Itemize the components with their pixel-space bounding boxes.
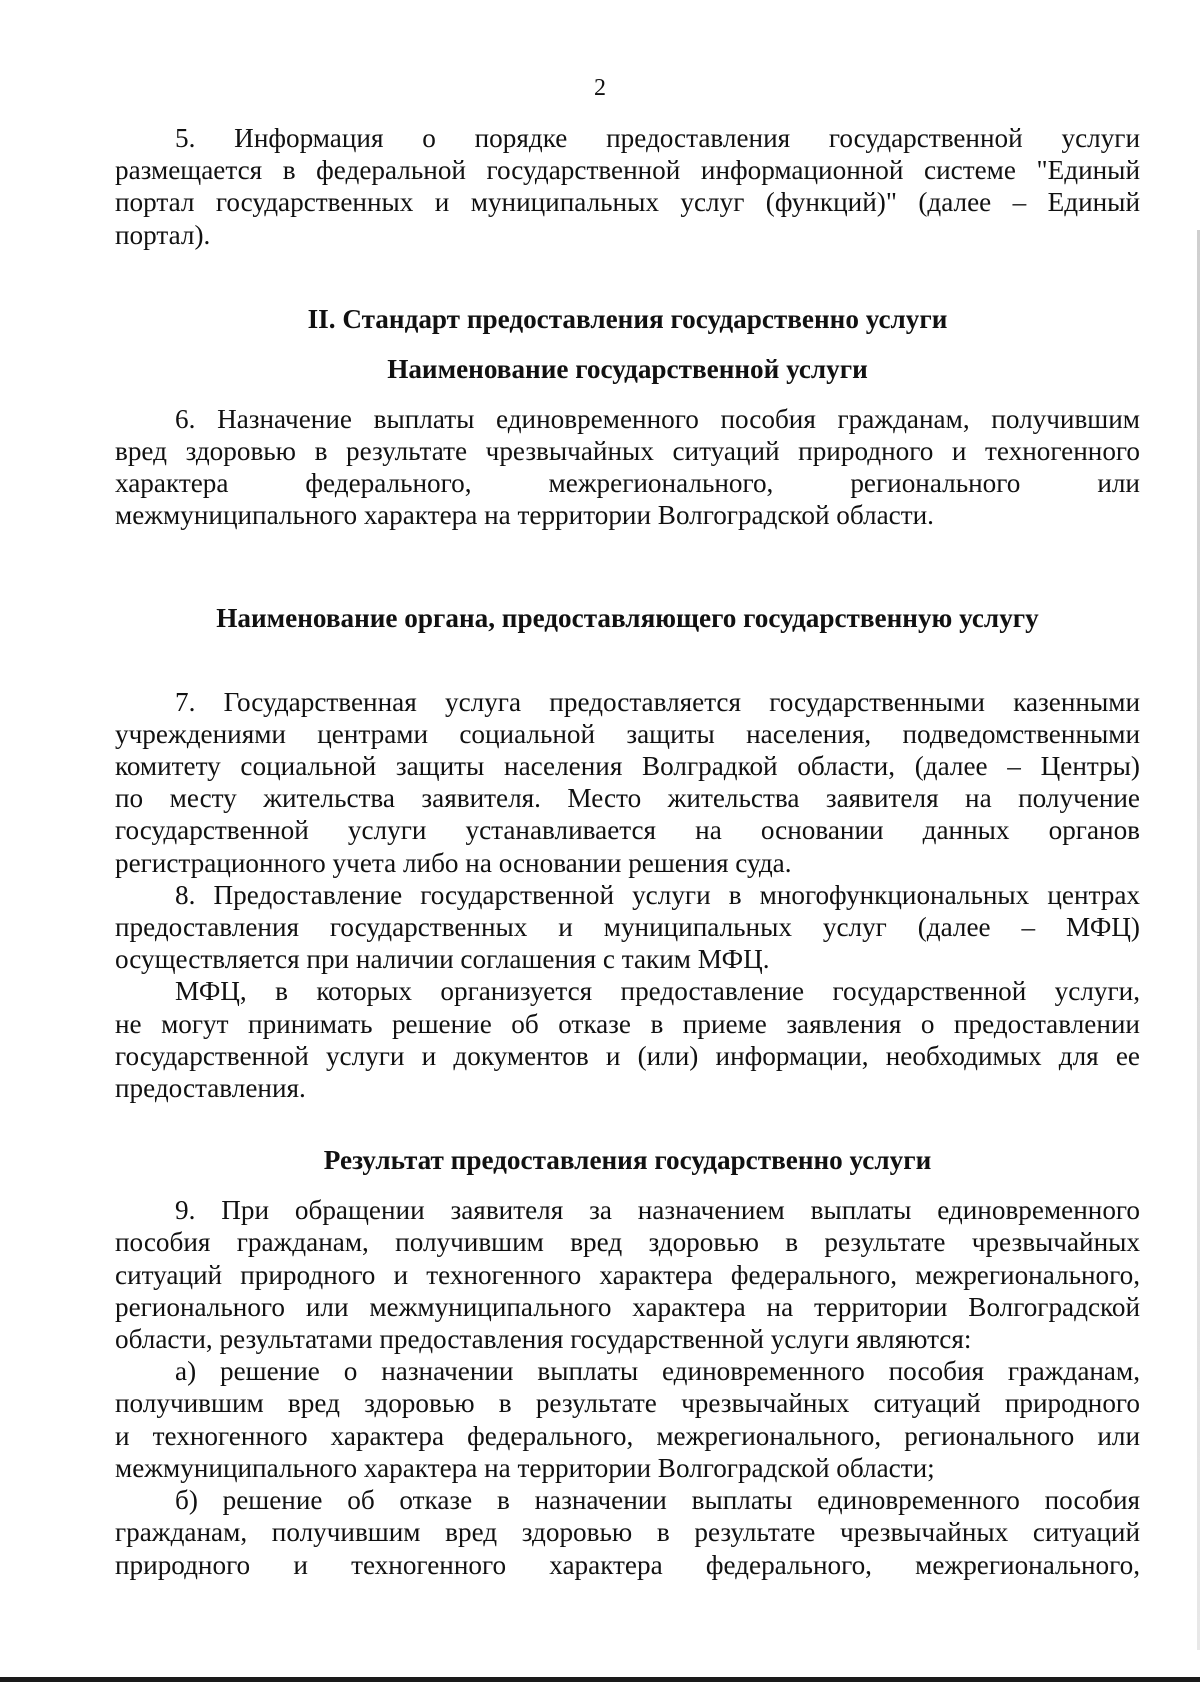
text-line: государственной услуги и документов и (или) информации, необходимых для ее xyxy=(115,1040,1140,1071)
text-line: области, результатами предоставления государственной услуги являются: xyxy=(115,1324,972,1355)
text-line: по месту жительства заявителя. Место жительства заявителя на получение xyxy=(115,783,1140,814)
paragraph-8-mfc xyxy=(115,975,1140,1104)
document-body xyxy=(115,122,1140,1581)
section-heading-standard: II. Стандарт предоставления государственно услуги xyxy=(307,303,948,334)
text-line: портал). xyxy=(115,219,211,250)
text-line: гражданам, получившим вред здоровью в результате чрезвычайных ситуаций xyxy=(115,1517,1140,1548)
text-line: 7. Государственная услуга предоставляется государственными казенными xyxy=(175,686,1140,717)
paragraph-9 xyxy=(115,1194,1140,1355)
text-line: предоставления государственных и муниципальных услуг (далее – МФЦ) xyxy=(115,912,1140,943)
text-line: не могут принимать решение об отказе в приеме заявления о предоставлении xyxy=(115,1008,1140,1039)
text-line: б) решение об отказе в назначении выплаты единовременного пособия xyxy=(175,1485,1140,1516)
text-line: государственной услуги устанавливается на основании данных органов xyxy=(115,815,1140,846)
text-line: регистрационного учета либо на основании решения суда. xyxy=(115,847,792,878)
text-line: а) решение о назначении выплаты единовременного пособия гражданам, xyxy=(175,1356,1140,1387)
text-line: 6. Назначение выплаты единовременного пособия гражданам, получившим xyxy=(175,403,1140,434)
text-line: размещается в федеральной государственной информационной системе "Единый xyxy=(115,155,1140,186)
text-line: пособия гражданам, получившим вред здоровью в результате чрезвычайных xyxy=(115,1227,1140,1258)
text-line: МФЦ, в которых организуется предоставление государственной услуги, xyxy=(175,976,1140,1007)
paragraph-9-a xyxy=(115,1355,1140,1484)
paragraph-6 xyxy=(115,403,1140,532)
text-line: 9. При обращении заявителя за назначением выплаты единовременного xyxy=(175,1195,1140,1226)
page-number: 2 xyxy=(594,75,606,101)
text-line: и техногенного характера федерального, межрегионального, регионального или xyxy=(115,1420,1140,1451)
scan-edge-bottom xyxy=(0,1677,1200,1682)
text-line: получившим вред здоровью в результате чрезвычайных ситуаций природного xyxy=(115,1388,1140,1419)
paragraph-5 xyxy=(115,122,1140,251)
text-line: портал государственных и муниципальных услуг (функций)" (далее – Единый xyxy=(115,187,1140,218)
text-line: 5. Информация о порядке предоставления государственной услуги xyxy=(175,123,1140,153)
paragraph-7 xyxy=(115,686,1140,879)
text-line: межмуниципального характера на территории Волгоградской области; xyxy=(115,1452,935,1483)
text-line: комитету социальной защиты населения Волградкой области, (далее – Центры) xyxy=(115,751,1140,782)
text-line: учреждениями центрами социальной защиты населения, подведомственными xyxy=(115,718,1140,749)
text-line: характера федерального, межрегионального, регионального или xyxy=(115,468,1140,499)
subheading-result: Результат предоставления государственно услуги xyxy=(323,1145,932,1176)
text-line: регионального или межмуниципального характера на территории Волгоградской xyxy=(115,1291,1140,1322)
paragraph-8 xyxy=(115,879,1140,976)
subheading-service-name: Наименование государственной услуги xyxy=(387,353,868,384)
text-line: 8. Предоставление государственной услуги в многофункциональных центрах xyxy=(175,879,1140,910)
subheading-organ: Наименование органа, предоставляющего государственную услугу xyxy=(216,602,1039,633)
paragraph-9-b xyxy=(115,1484,1140,1581)
text-line: ситуаций природного и техногенного характера федерального, межрегионального, xyxy=(115,1259,1140,1290)
text-line: межмуниципального характера на территории Волгоградской области. xyxy=(115,500,934,531)
text-line: осуществляется при наличии соглашения с таким МФЦ. xyxy=(115,944,770,975)
text-line: вред здоровью в результате чрезвычайных ситуаций природного и техногенного xyxy=(115,436,1140,467)
text-line: предоставления. xyxy=(115,1073,306,1104)
text-line: природного и техногенного характера федерального, межрегионального, xyxy=(115,1549,1140,1580)
